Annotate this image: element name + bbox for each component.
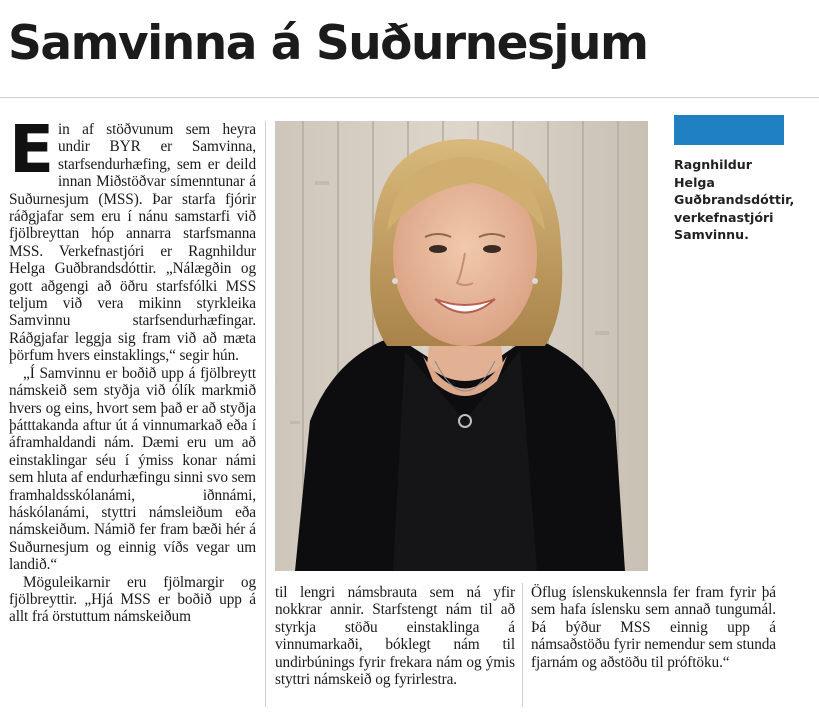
paragraph-1-text: in af stöðvunum sem heyra undir BYR er Samvinna, starfsendurhæfing, sem er deild innan Miðstöðvar símenntunar á Suðurnesjum (MSS). Þar starfa fjórir ráðgjafar sem eru í nánu samstarfi við fjölbreyttan hóp annarra starfsmanna MSS. Verkefnastjóri er Ragnhildur Helga Guðbrandsdóttir. „Nálægðin og gott aðgengi að öðru starfsfólki MSS teljum við vera mikinn styrkleika Samvinnu starfsendurhæfingar. Ráðgjafar leggja sig fram við að mæta þörfum hvers einstaklings,“ segir hún. (9, 121, 256, 365)
paragraph-2: „Í Samvinnu er boðið upp á fjölbreytt námskeið sem styðja við ólík markmið hvers og eins, hvort sem það er að styðja þátttakanda aftur út á vinnumarkað eða í áframhaldandi nám. Dæmi eru um að einstaklingar séu í ýmiss konar námi sem hluta af endurhæfingu sinni svo sem framhaldsskólanámi, iðnnámi, háskólanámi, styttri námsleiðum eða námskeiðum. Námið fer fram bæði hér á Suðurnesjum og einnig víðs vegar um landið.“ (9, 364, 256, 574)
column-divider-1 (265, 121, 266, 707)
column-2-text: til lengri námsbrauta sem ná yfir nokkrar annir. Starfstengt nám til að styrkja stöðu einstaklinga á vinnumarkaði, bóklegt nám til undirbúnings fyrir frekara nám og ýmis styttri námskeið og fyrirlestra. (275, 584, 515, 689)
column-divider-2 (522, 583, 523, 707)
drop-cap: E (9, 111, 54, 188)
paragraph-3: Möguleikarnir eru fjölmargir og fjölbreyttir. „Hjá MSS er boðið upp á allt frá örstuttum námskeiðum (9, 573, 256, 626)
portrait-photo (275, 121, 648, 571)
text-column-3 (531, 584, 776, 671)
paragraph-1 (9, 111, 256, 365)
headline-rule (0, 97, 819, 98)
headline: Samvinna á Suðurnesjum (8, 16, 648, 71)
accent-bar (674, 115, 784, 145)
text-column-1 (9, 111, 256, 626)
column-3-text: Öflug íslenskukennsla fer fram fyrir þá sem hafa íslensku sem annað tungumál. Þá býður MSS einnig upp á námsaðstöðu fyrir nemendur sem stunda fjarnám og aðstöðu til próftöku.“ (531, 584, 776, 671)
text-column-2 (275, 584, 515, 688)
photo-caption: Ragnhildur Helga Guðbrandsdóttir, verkefnastjóri Samvinnu. (674, 157, 795, 242)
